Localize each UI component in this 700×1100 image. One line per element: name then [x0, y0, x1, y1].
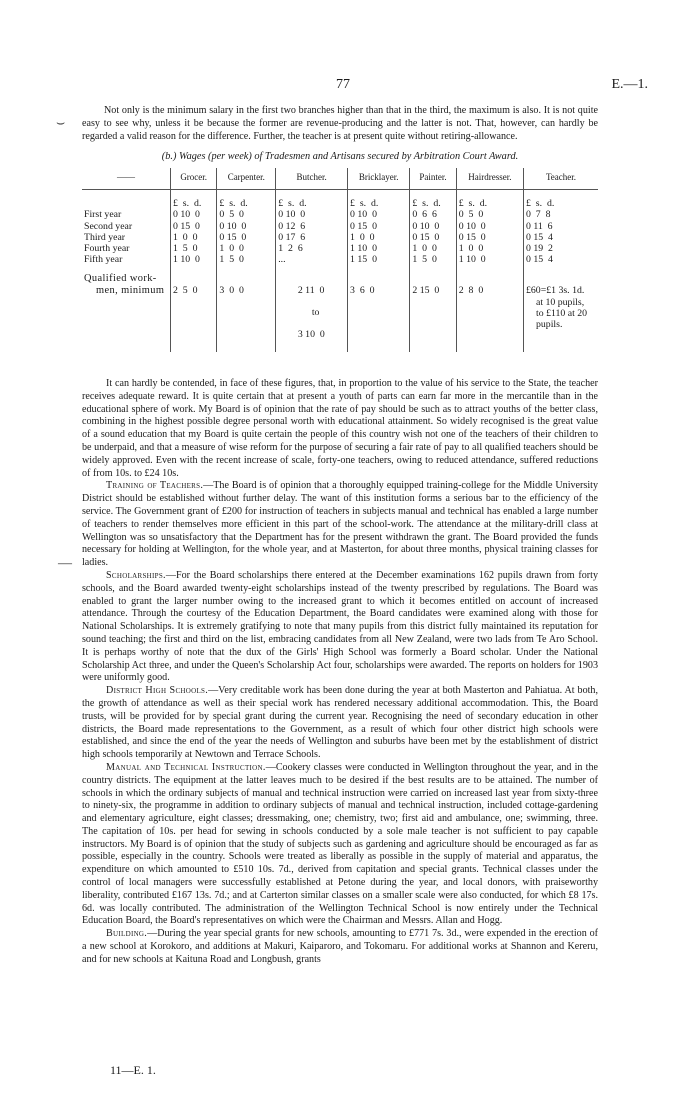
page-header: [0, 77, 700, 97]
qualified-hairdresser: 2 8 0: [456, 265, 523, 351]
table-cell: 1 10 0: [171, 254, 217, 265]
table-cell: 0 6 6: [410, 209, 456, 220]
heading-training: Training of Teachers.: [106, 480, 204, 492]
paragraph-training: Training of Teachers.—The Board is of opinion that a thoroughly equipped training-college for the Middle University District should be established without further delay. The want of this institution forms a serious bar to the efficiency of the service. The Government grant of £200 for instruction of teachers in subjects manual and technical has enabled a large number of teachers to render themselves more efficient in this part of the school-work. The attendance at the military-drill class at Wellington was so unsatisfactory that the Department has for the present withdrawn the grant. The Board provided the funds necessary for holding at Wellington, for the whole year, and at Masterton, for about three months, physical training classes for ladies.: [82, 480, 598, 569]
table-row: [82, 221, 598, 232]
table-cell: 0 10 0: [456, 221, 523, 232]
table-cell: 1 15 0: [348, 254, 410, 265]
heading-scholarships: Scholarships.: [106, 569, 166, 581]
table-cell: 1 10 0: [348, 243, 410, 254]
table-cell: 1 0 0: [410, 243, 456, 254]
margin-mark-top: ⌣: [56, 116, 66, 131]
qualified-teacher: £60=£1 3s. 1d. at 10 pupils, to £110 at 20 pupils.: [524, 265, 599, 351]
page-number: 77: [336, 77, 350, 92]
table-header-blank: ——: [117, 172, 135, 182]
row-label: First year: [84, 209, 122, 221]
row-label: Fifth year: [84, 254, 123, 266]
table-caption: (b.) Wages (per week) of Tradesmen and Artisans secured by Arbitration Court Award.: [161, 151, 519, 162]
col-header-teacher: Teacher.: [524, 168, 599, 190]
table-cell: 0 10 0: [276, 209, 348, 220]
row-label: Second year: [84, 220, 133, 232]
table-cell: 1 5 0: [217, 254, 276, 265]
paragraph-district-high-schools: District High Schools.—Very creditable work has been done during the year at both Masterton and Pahiatua. At both, the growth of attendance as well as their special work has rendered necessary additional accommodation. This, the Board trusts, will be provided for by special grant during the current year. Recognising the need of secondary education in other districts, the Board made representations to the Government, as a result of which four other district high schools were established, and since the end of the year the needs of Wellington and suburbs have been met by the establishment of district high schools temporarily at Newtown and Terrace Schools.: [82, 685, 598, 761]
heading-building: Building.: [106, 928, 148, 940]
table-cell: 0 15 0: [217, 232, 276, 243]
intro-paragraph-block: [82, 105, 598, 143]
col-header-carpenter: Carpenter.: [217, 168, 276, 190]
qualified-bricklayer: 3 6 0: [348, 265, 410, 351]
table-cell: 0 17 6: [276, 232, 348, 243]
col-header-hairdresser: Hairdresser.: [456, 168, 523, 190]
table-row: [82, 232, 598, 243]
paragraph-manual-technical: Manual and Technical Instruction.—Cookery classes were conducted in Wellington throughout the year, and in the country districts. The equipment at the latter leaves much to be desired if the best results are to be attained. The number of schools in which the ordinary subjects of manual and technical instruction were carried on increased last year from sixty-three to ninety-six, the programme in addition to ordinary subjects of manual and technical instruction, included cottage-gardening and elementary agriculture, eight classes; dressmaking, one; chemistry, two; first aid and ambulance, one; swimming, three. The capitation of 10s. per head for sewing in schools conducted by a sole male teacher is not sufficient to pay capable instructors. My Board is of opinion that the study of subjects such as gardening and agriculture should be encouraged as far as possible, especially in the country. Schools were treated as liberally as possible in the supply of material and apparatus, the expenditure on which amounted to £510 10s. 7d., derived from capitation and special grants. Technical classes under the control of local managers were successfully established at Petone during the year, and local donors, with praiseworthy liberality, contributed £167 13s. 7d.; and at Carterton similar classes on a smaller scale were also conducted, for which £8 17s. 6d. was locally contributed. The administration of the Wellington Technical School is now entirely under the Technical Education Board, the Board's representatives on which were the Chairman and Messrs. Allan and Hogg.: [82, 761, 598, 927]
table-cell: 1 5 0: [410, 254, 456, 265]
table-row: [82, 209, 598, 220]
wage-rows: [82, 209, 598, 265]
table-row: [82, 254, 598, 265]
table-cell: 1 2 6: [276, 243, 348, 254]
table-cell: ...: [276, 254, 348, 265]
heading-district-high-schools: District High Schools.: [106, 685, 209, 697]
row-label: Third year: [84, 231, 126, 243]
heading-manual-technical: Manual and Technical Instruction.: [106, 761, 266, 773]
table-cell: 0 19 2: [524, 243, 599, 254]
table-cell: 1 0 0: [217, 243, 276, 254]
table-cell: 0 15 0: [171, 221, 217, 232]
table-cell: 0 5 0: [456, 209, 523, 220]
paragraph-building: Building.—During the year special grants for new schools, amounting to £771 7s. 3d., were expended in the erection of a new school at Korokoro, and additions at Makuri, Kaiparoro, and Tokomaru. For additional works at Shannon and Kereru, and for new schools at Kaituna Road and Longbush, grants: [82, 928, 598, 965]
col-header-grocer: Grocer.: [171, 168, 217, 190]
table-cell: 0 12 6: [276, 221, 348, 232]
col-header-bricklayer: Bricklayer.: [348, 168, 410, 190]
table-cell: 1 5 0: [171, 243, 217, 254]
table-cell: 0 11 6: [524, 221, 599, 232]
qualified-painter: 2 15 0: [410, 265, 456, 351]
table-cell: 0 10 0: [171, 209, 217, 220]
table-cell: 0 10 0: [217, 221, 276, 232]
table-cell: 0 7 8: [524, 209, 599, 220]
qualified-carpenter: 3 0 0: [217, 265, 276, 351]
margin-mark-middle: —: [58, 556, 72, 571]
table-row: [82, 243, 598, 254]
qualified-row: [82, 265, 598, 351]
document-reference: E.—1.: [611, 77, 648, 92]
table-cell: 0 15 4: [524, 232, 599, 243]
table-cell: 0 15 0: [348, 221, 410, 232]
col-header-butcher: Butcher.: [276, 168, 348, 190]
paragraph-scholarships: Scholarships.—For the Board scholarships there entered at the December examinations 162 pupils drawn from forty schools, and the Board awarded twenty-eight scholarships instead of the twenty prescribed by regulations. The Board was enabled to grant the larger number owing to the increased grant to which it becomes entitled on account of increased attendance. Through the courtesy of the Education Department, the Board candidates were examined along with those for National Scholarships. It is extremely gratifying to note that many pupils from this district fully maintained its reputation for sound teaching; the first and third on the list, embracing candidates from all New Zealand, were two lads from Te Aro School. It is perhaps worthy of note that the dux of the Girls' High School was formerly a Board scholar. Under the National Scholarship Act three, and under the Queen's Scholarship Act four, scholarships were awarded. The reports on holders for 1903 were uniformly good.: [82, 569, 598, 684]
wages-table: [82, 168, 598, 352]
table-cell: 1 0 0: [171, 232, 217, 243]
table-cell: 0 10 0: [410, 221, 456, 232]
table-cell: 1 0 0: [456, 243, 523, 254]
qualified-grocer: 2 5 0: [171, 265, 217, 351]
table-cell: 1 0 0: [348, 232, 410, 243]
main-text: [82, 378, 598, 967]
units-row: £ s. d. £ s. d. £ s. d. £ s. d. £ s. d. £ s. d. £ s. d.: [82, 190, 598, 210]
row-label: Fourth year: [84, 243, 130, 255]
table-cell: 0 15 0: [456, 232, 523, 243]
qualified-butcher: 2 11 0 to 3 10 0: [276, 265, 348, 351]
table-cell: 1 10 0: [456, 254, 523, 265]
table-cell: 0 5 0: [217, 209, 276, 220]
col-header-painter: Painter.: [410, 168, 456, 190]
intro-paragraph: Not only is the minimum salary in the first two branches higher than that in the third, the maximum is also. It is not quite easy to see why, unless it be because the former are revenue-producing and the latter is not. That, however, can hardly be regarded a valid reason for the difference. Further, the teacher is at present quite without retiring-allowance.: [82, 105, 598, 142]
table-cell: 0 15 4: [524, 254, 599, 265]
page-footer: 11—E. 1.: [110, 1063, 156, 1077]
table-header-row: [82, 168, 598, 190]
paragraph-teacher-pay: It can hardly be contended, in face of these figures, that, in proportion to the value of his service to the State, the teacher receives adequate reward. It is quite certain that at present a youth of parts can earn far more in the mercantile than in the educational sphere of work. My Board is of opinion that the rate of pay should be such as to attract youths of the better class, combining in the highest possible degree personal worth with educational attainment. So widely recognised is the great value of a sound education that my Board is quite certain the people of this country wish not one of the teachers of their children to be underpaid, and that a measure of wise reform for the purpose of securing a fair rate of pay to all qualified teachers should be widely approved. Even with the recent increase of scale, forty-one teachers, owing to reduced attendance, suffered reductions of from 10s. to £24 10s.: [82, 378, 598, 479]
table-cell: 0 15 0: [410, 232, 456, 243]
qualified-label: Qualified work- men, minimum: [84, 273, 165, 296]
table-cell: 0 10 0: [348, 209, 410, 220]
